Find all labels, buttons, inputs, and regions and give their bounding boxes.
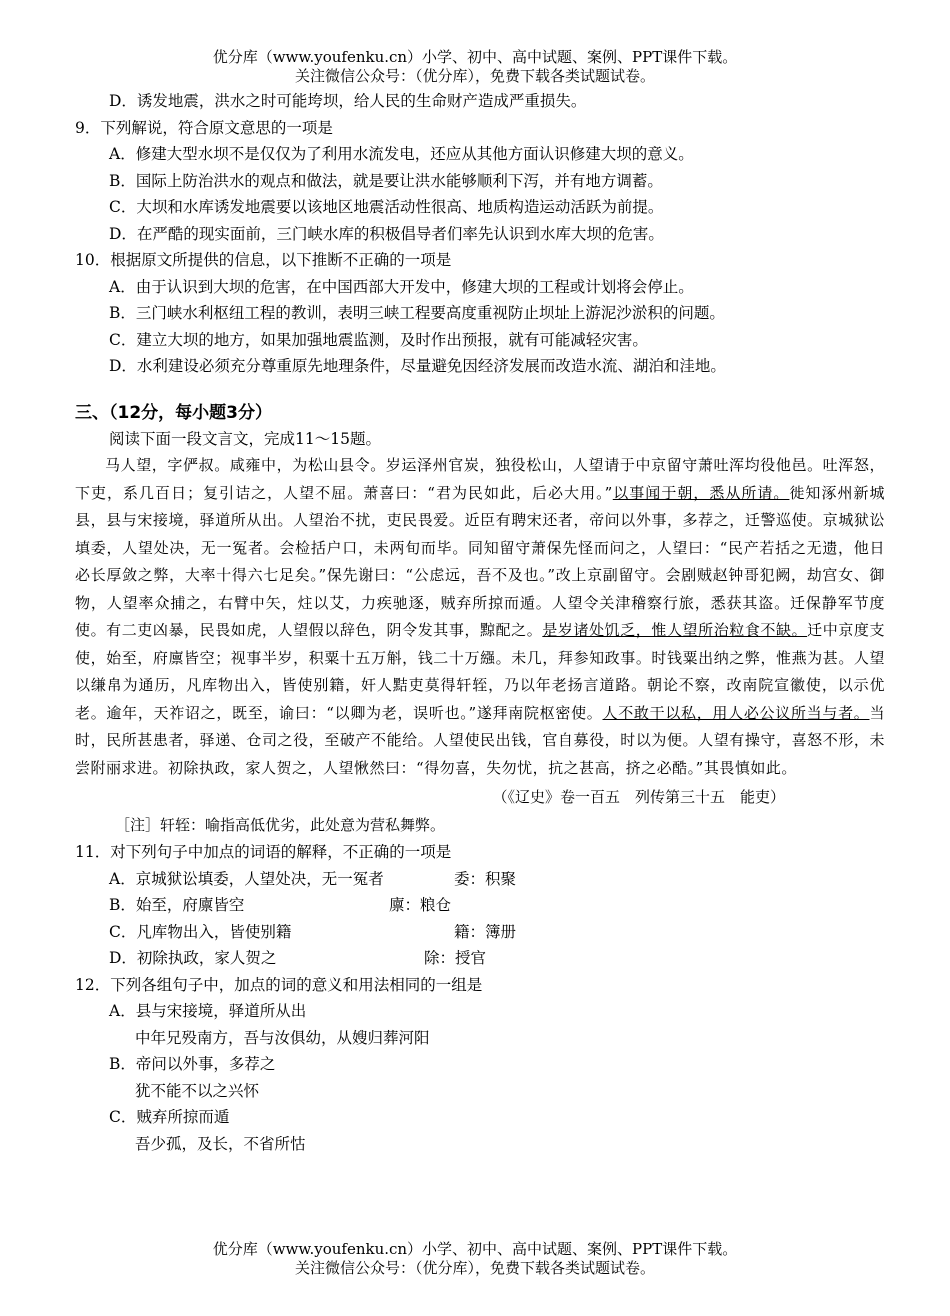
q11-option-b bbox=[75, 892, 885, 919]
section-3-instruction: 阅读下面一段文言文，完成11～15题。 bbox=[109, 429, 381, 448]
q10-option-a: A．由于认识到大坝的危害，在中国西部大开发中，修建大坝的工程或计划将会停止。 bbox=[109, 277, 694, 296]
page-content bbox=[75, 88, 885, 1157]
q12-b-line-1: B．帝问以外事，多荐之 bbox=[109, 1055, 276, 1073]
q11-b-explain: 廪：粮仓 bbox=[389, 896, 452, 914]
q12-c-line-1: C．贼弃所掠而遁 bbox=[109, 1108, 230, 1126]
passage-part-4: 当时，民所甚患者，驿递、仓司之役，至破产不能给。人望使民出钱，官自募役，时以为便。人望有操守，喜怒不形，未尝附丽求进。初除执政，家人贺之，人望愀然曰：“得勿喜，失勿忧，抗之甚高，挤之必酷。”其畏慎如此。 bbox=[75, 703, 885, 777]
q12-stem: 12．下列各组句子中，加点的词的意义和用法相同的一组是 bbox=[75, 975, 483, 994]
footer-line-2: 关注微信公众号：（优分库），免费下载各类试题试卷。 bbox=[294, 1259, 655, 1277]
header-line-1: 优分库（www.youfenku.cn）小学、初中、高中试题、案例、PPT课件下载。 bbox=[212, 48, 738, 66]
passage-note: ［注］轩轾：喻指高低优劣，此处意为营私舞弊。 bbox=[115, 816, 446, 834]
q11-a-text: A．京城狱讼填委，人望处决，无一冤者 bbox=[109, 869, 384, 888]
q9-option-d: D．在严酷的现实面前，三门峡水库的积极倡导者们率先认识到水库大坝的危害。 bbox=[109, 224, 664, 243]
page-header-top bbox=[0, 48, 950, 86]
q9-option-b: B．国际上防治洪水的观点和做法，就是要让洪水能够顺利下泻，并有地方调蓄。 bbox=[109, 171, 663, 190]
q11-d-text: D．初除执政，家人贺之 bbox=[109, 949, 277, 967]
footer-line-1: 优分库（www.youfenku.cn）小学、初中、高中试题、案例、PPT课件下载。 bbox=[212, 1240, 738, 1258]
q11-c-explain: 籍：簿册 bbox=[454, 922, 517, 941]
q12-a-line-2: 中年兄殁南方，吾与汝俱幼，从嫂归葬河阳 bbox=[135, 1028, 430, 1047]
header-line-2: 关注微信公众号：（优分库），免费下载各类试题试卷。 bbox=[294, 67, 655, 85]
q11-b-text: B．始至，府廪皆空 bbox=[109, 896, 245, 914]
q12-b-line-2: 犹不能不以之兴怀 bbox=[135, 1081, 260, 1100]
q12-a-line-1: A．县与宋接境，驿道所从出 bbox=[109, 1002, 307, 1020]
q11-option-a bbox=[75, 866, 885, 893]
q10-option-c: C．建立大坝的地方，如果加强地震监测，及时作出预报，就有可能减轻灾害。 bbox=[109, 330, 648, 349]
q9-stem: 9．下列解说，符合原文意思的一项是 bbox=[75, 118, 333, 137]
passage-underlined-1: 以事闻于朝，悉从所请。 bbox=[612, 483, 790, 502]
section-3-title: 三、（12分，每小题3分） bbox=[75, 402, 272, 423]
passage-underlined-3: 人不敢干以私，用人必公议所当与者。 bbox=[602, 703, 870, 722]
passage-part-1: 马人望，字俨叔。咸雍中，为松山县令。岁运泽州官炭，独役松山，人望请于中京留守萧吐浑均役他邑。吐浑怒，下吏，系几百日；复引诘之，人望不屈。萧喜曰：“君为民如此，后必大用。” bbox=[75, 456, 885, 502]
passage-part-3: 迁中京度支使，始至，府廪皆空；视事半岁，积粟十五万斛，钱二十万繦。未几，拜参知政事。时钱粟出纳之弊，惟燕为甚。人望以缣帛为通历，凡库物出入，皆使别籍，奸人黠吏莫得轩轾，乃以年老扬言道路。朝论不察，改南院宣徽使，以示优老。逾年，天祚诏之，既至，谕曰：“以卿为老，误听也。”遂拜南院枢密使。 bbox=[75, 621, 885, 722]
q11-stem: 11．对下列句子中加点的词语的解释，不正确的一项是 bbox=[75, 843, 452, 861]
q10-stem: 10．根据原文所提供的信息，以下推断不正确的一项是 bbox=[75, 251, 452, 269]
q10-option-b: B．三门峡水利枢纽工程的教训，表明三峡工程要高度重视防止坝址上游泥沙淤积的问题。 bbox=[109, 304, 725, 322]
q11-d-explain: 除：授官 bbox=[424, 949, 487, 967]
passage-underlined-2: 是岁诸处饥乏，惟人望所治粒食不缺。 bbox=[542, 621, 808, 639]
q9-option-c: C．大坝和水库诱发地震要以该地区地震活动性很高、地质构造运动活跃为前提。 bbox=[109, 198, 664, 216]
passage-part-2: 徙知涿州新城县，县与宋接境，驿道所从出。人望治不扰，吏民畏爱。近臣有聘宋还者，帝问以外事，多荐之，迁警巡使。京城狱讼填委，人望处决，无一冤者。会检括户口，未两旬而毕。同知留守萧保先怪而问之，人望曰：“民产若括之无遗，他日必长厚敛之弊，大率十得六七足矣。”保先谢曰：“公虑远，吾不及也。”改上京副留守。会剧贼赵钟哥犯阙，劫宫女、御物，人望率众捕之，右臂中矢，炷以艾，力疾驰逐，贼弃所掠而遁。人望令关津稽察行旅，悉获其盗。迁保静军节度使。有二吏凶暴，民畏如虎，人望假以辞色，阴令发其事，黥配之。 bbox=[75, 483, 885, 639]
page-footer bbox=[0, 1240, 950, 1278]
q11-c-text: C．凡库物出入，皆使别籍 bbox=[109, 922, 292, 941]
q9-option-a: A．修建大型水坝不是仅仅为了利用水流发电，还应从其他方面认识修建大坝的意义。 bbox=[109, 145, 694, 163]
q10-option-d: D．水利建设必须充分尊重原先地理条件，尽量避免因经济发展而改造水流、湖泊和洼地。 bbox=[109, 357, 726, 375]
q8-option-d: D．诱发地震，洪水之时可能垮坝，给人民的生命财产造成严重损失。 bbox=[109, 92, 587, 110]
q11-option-c bbox=[75, 919, 885, 946]
passage-source: （《辽史》卷一百五 列传第三十五 能吏） bbox=[492, 788, 785, 806]
classical-passage bbox=[75, 452, 885, 782]
q12-c-line-2: 吾少孤，及长，不省所怙 bbox=[135, 1134, 306, 1153]
q11-option-d bbox=[75, 945, 885, 972]
q11-a-explain: 委：积聚 bbox=[454, 869, 517, 888]
